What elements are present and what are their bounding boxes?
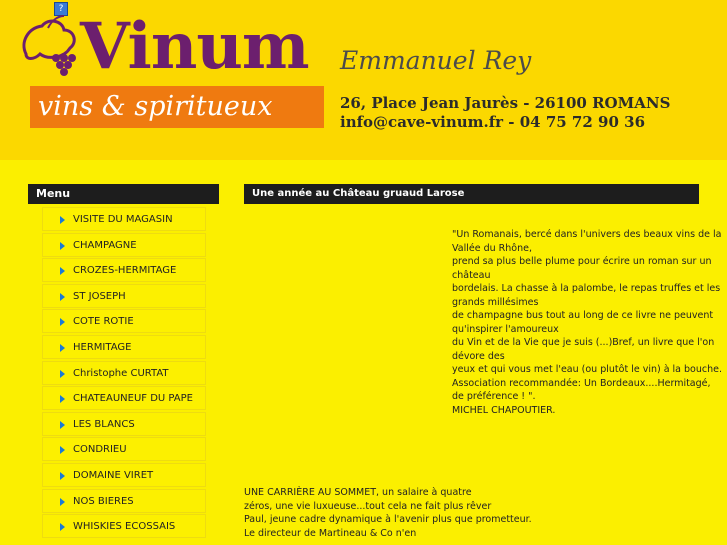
site-header bbox=[0, 0, 727, 160]
arrow-right-icon bbox=[60, 370, 65, 378]
quote-line: yeux et qui vous met l'eau (ou plutôt le vin) à la bouche. bbox=[452, 364, 722, 375]
arrow-right-icon bbox=[60, 318, 65, 326]
menu-item[interactable] bbox=[42, 489, 206, 513]
owner-name: Emmanuel Rey bbox=[340, 46, 532, 75]
quote-line: du Vin et de la Vie que je suis (...)Bref, un livre que l'on bbox=[452, 337, 715, 348]
quote-line: de champagne bus tout au long de ce livre ne peuvent bbox=[452, 310, 714, 321]
menu-title: Menu bbox=[28, 184, 219, 204]
menu-item[interactable] bbox=[42, 463, 206, 487]
menu-item[interactable] bbox=[42, 309, 206, 333]
article-quote bbox=[452, 228, 722, 417]
quote-line: bordelais. La chasse à la palombe, le repas truffes et les bbox=[452, 283, 721, 294]
menu-item[interactable] bbox=[42, 361, 206, 385]
menu-list bbox=[42, 207, 206, 540]
quote-line: prend sa plus belle plume pour écrire un roman sur un bbox=[452, 256, 712, 267]
menu-item-label: COTE ROTIE bbox=[73, 316, 134, 328]
quote-line: MICHEL CHAPOUTIER. bbox=[452, 404, 556, 416]
menu-item-label: CONDRIEU bbox=[73, 444, 127, 456]
menu-item-label: NOS BIERES bbox=[73, 495, 134, 507]
arrow-right-icon bbox=[60, 395, 65, 403]
menu-item[interactable] bbox=[42, 412, 206, 436]
menu-item[interactable] bbox=[42, 207, 206, 231]
menu-item[interactable] bbox=[42, 233, 206, 257]
grape-vine-icon bbox=[18, 14, 88, 94]
menu-item-label: WHISKIES ECOSSAIS bbox=[73, 521, 176, 533]
body-line: Le directeur de Martineau & Co n'en bbox=[244, 527, 417, 539]
quote-line: dévore des bbox=[452, 350, 505, 362]
menu-item[interactable] bbox=[42, 335, 206, 359]
body-line: UNE CARRIÈRE AU SOMMET, un salaire à quatre bbox=[244, 487, 472, 498]
quote-line: "Un Romanais, bercé dans l'univers des beaux vins de la bbox=[452, 229, 722, 240]
menu-item[interactable] bbox=[42, 258, 206, 282]
arrow-right-icon bbox=[60, 216, 65, 224]
menu-item-label: HERMITAGE bbox=[73, 341, 132, 353]
arrow-right-icon bbox=[60, 421, 65, 429]
arrow-right-icon bbox=[60, 472, 65, 480]
menu-item-label: DOMAINE VIRET bbox=[73, 469, 154, 481]
menu-item-label: CROZES-HERMITAGE bbox=[73, 265, 177, 277]
content-title: Une année au Château gruaud Larose bbox=[244, 184, 699, 204]
brand-tagline: vins & spiritueux bbox=[38, 91, 273, 122]
arrow-right-icon bbox=[60, 498, 65, 506]
quote-line: château bbox=[452, 269, 491, 281]
arrow-right-icon bbox=[60, 344, 65, 352]
shop-address: 26, Place Jean Jaurès - 26100 ROMANS bbox=[340, 94, 671, 112]
menu-item-label: Christophe CURTAT bbox=[73, 367, 169, 379]
quote-line: grands millésimes bbox=[452, 296, 539, 308]
brand-name: Vinum bbox=[80, 9, 309, 84]
menu-item[interactable] bbox=[42, 437, 206, 461]
article-body bbox=[244, 486, 544, 540]
arrow-right-icon bbox=[60, 242, 65, 250]
arrow-right-icon bbox=[60, 446, 65, 454]
menu-item[interactable] bbox=[42, 514, 206, 538]
quote-line: Vallée du Rhône, bbox=[452, 242, 532, 254]
quote-line: de préférence ! ". bbox=[452, 391, 536, 402]
help-icon[interactable]: ? bbox=[54, 2, 68, 16]
quote-line: qu'inspirer l'amoureux bbox=[452, 323, 559, 335]
menu-item[interactable] bbox=[42, 386, 206, 410]
arrow-right-icon bbox=[60, 267, 65, 275]
arrow-right-icon bbox=[60, 293, 65, 301]
menu-item-label: VISITE DU MAGASIN bbox=[73, 214, 173, 225]
arrow-right-icon bbox=[60, 523, 65, 531]
shop-contact: info@cave-vinum.fr - 04 75 72 90 36 bbox=[340, 113, 646, 131]
menu-item-label: LES BLANCS bbox=[73, 418, 135, 430]
body-line: zéros, une vie luxueuse...tout cela ne fait plus rêver bbox=[244, 500, 492, 512]
menu-item-label: ST JOSEPH bbox=[73, 290, 126, 302]
menu-item[interactable] bbox=[42, 284, 206, 308]
menu-item-label: CHATEAUNEUF DU PAPE bbox=[73, 393, 193, 405]
menu-item-label: CHAMPAGNE bbox=[73, 239, 137, 251]
body-line: Paul, jeune cadre dynamique à l'avenir plus que prometteur. bbox=[244, 514, 532, 525]
quote-line: Association recommandée: Un Bordeaux....Hermitagé, bbox=[452, 377, 711, 389]
